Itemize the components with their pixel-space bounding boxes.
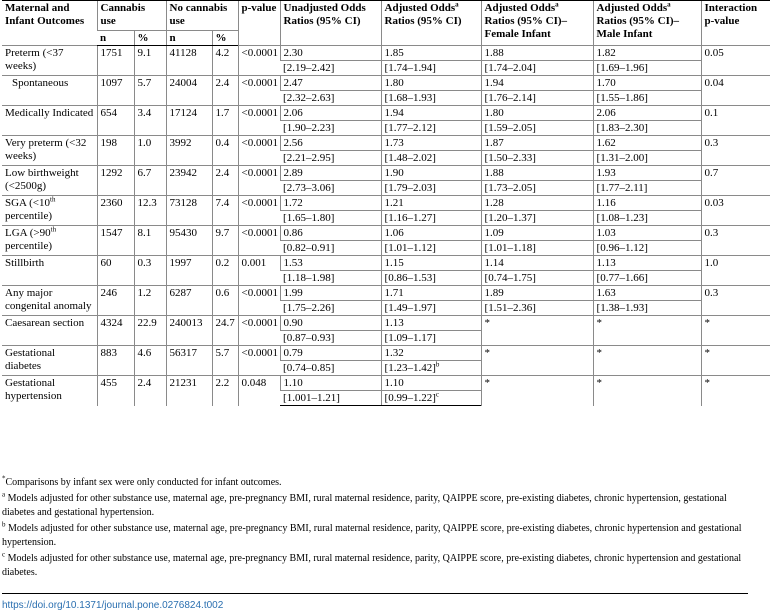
male-or: * bbox=[593, 316, 701, 346]
interaction-p-cell: 1.0 bbox=[701, 256, 770, 286]
cannabis-n-cell: 1292 bbox=[97, 166, 134, 196]
male-ci: [1.77–2.11] bbox=[593, 181, 701, 196]
unadjusted-ci: [1.18–1.98] bbox=[280, 271, 381, 286]
header-nocannabis-pct: % bbox=[212, 31, 238, 46]
adjusted-ci: [0.86–1.53] bbox=[381, 271, 481, 286]
female-or: 1.88 bbox=[481, 166, 593, 181]
header-female: Adjusted Odds$^a$ Ratios (95% CI)–Female Infant bbox=[481, 1, 593, 46]
adjusted-or: 1.90 bbox=[381, 166, 481, 181]
nocannabis-pct-cell: 5.7 bbox=[212, 346, 238, 376]
p-value-cell: 0.001 bbox=[238, 256, 280, 286]
adjusted-or: 1.13 bbox=[381, 316, 481, 331]
adjusted-ci: [1.68–1.93] bbox=[381, 91, 481, 106]
nocannabis-n-cell: 3992 bbox=[166, 136, 212, 166]
nocannabis-n-cell: 41128 bbox=[166, 46, 212, 76]
p-value-cell: <0.0001 bbox=[238, 136, 280, 166]
header-male: Adjusted Odds$^a$ Ratios (95% CI)–Male Infant bbox=[593, 1, 701, 46]
outcome-label: SGA (<10th percentile) bbox=[2, 196, 97, 226]
header-cannabis-n: n bbox=[97, 31, 134, 46]
nocannabis-pct-cell: 7.4 bbox=[212, 196, 238, 226]
outcome-label: Preterm (<37 weeks) bbox=[2, 46, 97, 76]
adjusted-or: 1.32 bbox=[381, 346, 481, 361]
interaction-p-cell: 0.3 bbox=[701, 286, 770, 316]
female-or: * bbox=[481, 376, 593, 406]
p-value-cell: <0.0001 bbox=[238, 46, 280, 76]
female-or: 1.87 bbox=[481, 136, 593, 151]
cannabis-pct-cell: 9.1 bbox=[134, 46, 166, 76]
outcome-label: Very preterm (<32 weeks) bbox=[2, 136, 97, 166]
interaction-p-cell: 0.1 bbox=[701, 106, 770, 136]
nocannabis-pct-cell: 0.2 bbox=[212, 256, 238, 286]
adjusted-or: 1.73 bbox=[381, 136, 481, 151]
male-ci: [1.69–1.96] bbox=[593, 61, 701, 76]
female-ci: [1.20–1.37] bbox=[481, 211, 593, 226]
header-row bbox=[2, 1, 770, 31]
adjusted-ci: [1.09–1.17] bbox=[381, 331, 481, 346]
nocannabis-pct-cell: 1.7 bbox=[212, 106, 238, 136]
unadjusted-ci: [1.65–1.80] bbox=[280, 211, 381, 226]
unadjusted-ci: [0.82–0.91] bbox=[280, 241, 381, 256]
interaction-p-cell: 0.3 bbox=[701, 226, 770, 256]
doi-divider bbox=[2, 593, 748, 594]
table-row bbox=[2, 166, 770, 181]
unadjusted-ci: [1.90–2.23] bbox=[280, 121, 381, 136]
p-value-cell: 0.048 bbox=[238, 376, 280, 406]
female-or: 1.80 bbox=[481, 106, 593, 121]
header-cannabis: Cannabis use bbox=[97, 1, 166, 31]
p-value-cell: <0.0001 bbox=[238, 106, 280, 136]
nocannabis-n-cell: 73128 bbox=[166, 196, 212, 226]
cannabis-n-cell: 4324 bbox=[97, 316, 134, 346]
nocannabis-n-cell: 17124 bbox=[166, 106, 212, 136]
male-or: 1.16 bbox=[593, 196, 701, 211]
unadjusted-ci: [1.001–1.21] bbox=[280, 391, 381, 406]
p-value-cell: <0.0001 bbox=[238, 166, 280, 196]
cannabis-n-cell: 1547 bbox=[97, 226, 134, 256]
header-interaction: Interaction p-value bbox=[701, 1, 770, 46]
interaction-p-cell: * bbox=[701, 346, 770, 376]
cannabis-pct-cell: 2.4 bbox=[134, 376, 166, 406]
table-row bbox=[2, 376, 770, 391]
adjusted-or: 1.80 bbox=[381, 76, 481, 91]
nocannabis-n-cell: 56317 bbox=[166, 346, 212, 376]
cannabis-pct-cell: 8.1 bbox=[134, 226, 166, 256]
outcomes-table bbox=[2, 0, 770, 406]
nocannabis-n-cell: 240013 bbox=[166, 316, 212, 346]
header-outcome: Maternal and Infant Outcomes bbox=[2, 1, 97, 46]
outcome-label: Any major congenital anomaly bbox=[2, 286, 97, 316]
interaction-p-cell: 0.03 bbox=[701, 196, 770, 226]
nocannabis-pct-cell: 0.4 bbox=[212, 136, 238, 166]
adjusted-or: 1.15 bbox=[381, 256, 481, 271]
interaction-p-cell: * bbox=[701, 316, 770, 346]
male-or: * bbox=[593, 346, 701, 376]
unadjusted-or: 2.89 bbox=[280, 166, 381, 181]
table-row bbox=[2, 136, 770, 151]
male-ci: [0.96–1.12] bbox=[593, 241, 701, 256]
adjusted-or: 1.21 bbox=[381, 196, 481, 211]
male-ci: [0.77–1.66] bbox=[593, 271, 701, 286]
table-row bbox=[2, 226, 770, 241]
cannabis-n-cell: 1751 bbox=[97, 46, 134, 76]
table-row bbox=[2, 316, 770, 331]
interaction-p-cell: 0.04 bbox=[701, 76, 770, 106]
unadjusted-ci: [0.87–0.93] bbox=[280, 331, 381, 346]
nocannabis-n-cell: 21231 bbox=[166, 376, 212, 406]
outcome-label: Low birthweight (<2500g) bbox=[2, 166, 97, 196]
header-pvalue: p-value bbox=[238, 1, 280, 46]
female-ci: [1.73–2.05] bbox=[481, 181, 593, 196]
nocannabis-n-cell: 24004 bbox=[166, 76, 212, 106]
table-row bbox=[2, 286, 770, 301]
cannabis-pct-cell: 1.2 bbox=[134, 286, 166, 316]
male-ci: [1.83–2.30] bbox=[593, 121, 701, 136]
female-ci: [1.50–2.33] bbox=[481, 151, 593, 166]
female-ci: [1.01–1.18] bbox=[481, 241, 593, 256]
header-cannabis-pct: % bbox=[134, 31, 166, 46]
header-adjusted: Adjusted Odds$^a$ Ratios (95% CI) bbox=[381, 1, 481, 46]
adjusted-ci: [1.48–2.02] bbox=[381, 151, 481, 166]
adjusted-or: 1.71 bbox=[381, 286, 481, 301]
nocannabis-pct-cell: 2.4 bbox=[212, 76, 238, 106]
adjusted-or: 1.10 bbox=[381, 376, 481, 391]
nocannabis-n-cell: 1997 bbox=[166, 256, 212, 286]
adjusted-ci: [1.49–1.97] bbox=[381, 301, 481, 316]
male-or: 1.70 bbox=[593, 76, 701, 91]
interaction-p-cell: 0.05 bbox=[701, 46, 770, 76]
header-nocannabis-n: n bbox=[166, 31, 212, 46]
female-ci: [1.74–2.04] bbox=[481, 61, 593, 76]
unadjusted-or: 1.10 bbox=[280, 376, 381, 391]
cannabis-pct-cell: 4.6 bbox=[134, 346, 166, 376]
p-value-cell: <0.0001 bbox=[238, 286, 280, 316]
adjusted-ci: [1.01–1.12] bbox=[381, 241, 481, 256]
unadjusted-or: 2.30 bbox=[280, 46, 381, 61]
adjusted-or: 1.94 bbox=[381, 106, 481, 121]
table-row bbox=[2, 76, 770, 91]
outcome-label: Stillbirth bbox=[2, 256, 97, 286]
nocannabis-pct-cell: 24.7 bbox=[212, 316, 238, 346]
header-no-cannabis: No cannabis use bbox=[166, 1, 238, 31]
table-row bbox=[2, 46, 770, 61]
outcome-label: Gestational diabetes bbox=[2, 346, 97, 376]
cannabis-n-cell: 1097 bbox=[97, 76, 134, 106]
p-value-cell: <0.0001 bbox=[238, 76, 280, 106]
unadjusted-or: 0.86 bbox=[280, 226, 381, 241]
cannabis-n-cell: 883 bbox=[97, 346, 134, 376]
p-value-cell: <0.0001 bbox=[238, 316, 280, 346]
unadjusted-or: 0.90 bbox=[280, 316, 381, 331]
adjusted-ci: [1.74–1.94] bbox=[381, 61, 481, 76]
table-body bbox=[2, 46, 770, 406]
male-ci: [1.38–1.93] bbox=[593, 301, 701, 316]
footnote: *Comparisons by infant sex were only conducted for infant outcomes. bbox=[2, 474, 282, 488]
adjusted-ci: $[0.99-1.22]^c$ bbox=[381, 391, 481, 406]
table-row bbox=[2, 346, 770, 361]
cannabis-n-cell: 246 bbox=[97, 286, 134, 316]
female-or: 1.94 bbox=[481, 76, 593, 91]
interaction-p-cell: 0.3 bbox=[701, 136, 770, 166]
unadjusted-or: 1.99 bbox=[280, 286, 381, 301]
cannabis-pct-cell: 6.7 bbox=[134, 166, 166, 196]
male-or: 1.62 bbox=[593, 136, 701, 151]
table-row bbox=[2, 106, 770, 121]
unadjusted-ci: [2.21–2.95] bbox=[280, 151, 381, 166]
male-or: 1.13 bbox=[593, 256, 701, 271]
p-value-cell: <0.0001 bbox=[238, 346, 280, 376]
header-unadjusted: Unadjusted Odds Ratios (95% CI) bbox=[280, 1, 381, 46]
nocannabis-pct-cell: 2.4 bbox=[212, 166, 238, 196]
female-ci: [1.76–2.14] bbox=[481, 91, 593, 106]
female-or: 1.14 bbox=[481, 256, 593, 271]
adjusted-or: 1.85 bbox=[381, 46, 481, 61]
cannabis-pct-cell: 22.9 bbox=[134, 316, 166, 346]
cannabis-pct-cell: 5.7 bbox=[134, 76, 166, 106]
female-ci: [1.59–2.05] bbox=[481, 121, 593, 136]
outcome-label: Medically Indicated bbox=[2, 106, 97, 136]
unadjusted-ci: [1.75–2.26] bbox=[280, 301, 381, 316]
male-or: 2.06 bbox=[593, 106, 701, 121]
female-or: * bbox=[481, 316, 593, 346]
male-or: 1.03 bbox=[593, 226, 701, 241]
nocannabis-n-cell: 95430 bbox=[166, 226, 212, 256]
nocannabis-n-cell: 23942 bbox=[166, 166, 212, 196]
interaction-p-cell: * bbox=[701, 376, 770, 406]
footnote: $^c$ Models adjusted for other substance use, maternal age, pre-pregnancy BMI, rural maternal residence, parity, QAIPPE score, pre-existing diabetes, chronic hypertension and gestational diabetes. bbox=[2, 550, 742, 578]
male-ci: [1.31–2.00] bbox=[593, 151, 701, 166]
unadjusted-ci: [2.73–3.06] bbox=[280, 181, 381, 196]
unadjusted-ci: [2.19–2.42] bbox=[280, 61, 381, 76]
female-or: 1.28 bbox=[481, 196, 593, 211]
male-ci: [1.55–1.86] bbox=[593, 91, 701, 106]
cannabis-n-cell: 60 bbox=[97, 256, 134, 286]
male-or: 1.82 bbox=[593, 46, 701, 61]
outcome-label: Caesarean section bbox=[2, 316, 97, 346]
male-or: 1.93 bbox=[593, 166, 701, 181]
female-ci: [1.51–2.36] bbox=[481, 301, 593, 316]
adjusted-ci: [1.16–1.27] bbox=[381, 211, 481, 226]
male-or: 1.63 bbox=[593, 286, 701, 301]
cannabis-pct-cell: 0.3 bbox=[134, 256, 166, 286]
doi-link[interactable]: https://doi.org/10.1371/journal.pone.0276824.t002 bbox=[2, 600, 224, 611]
table-row bbox=[2, 256, 770, 271]
nocannabis-pct-cell: 2.2 bbox=[212, 376, 238, 406]
female-or: 1.88 bbox=[481, 46, 593, 61]
cannabis-pct-cell: 1.0 bbox=[134, 136, 166, 166]
female-or: 1.89 bbox=[481, 286, 593, 301]
cannabis-pct-cell: 3.4 bbox=[134, 106, 166, 136]
cannabis-n-cell: 455 bbox=[97, 376, 134, 406]
nocannabis-pct-cell: 0.6 bbox=[212, 286, 238, 316]
female-ci: [0.74–1.75] bbox=[481, 271, 593, 286]
p-value-cell: <0.0001 bbox=[238, 226, 280, 256]
interaction-p-cell: 0.7 bbox=[701, 166, 770, 196]
adjusted-or: 1.06 bbox=[381, 226, 481, 241]
nocannabis-n-cell: 6287 bbox=[166, 286, 212, 316]
table-footnotes bbox=[2, 476, 748, 582]
adjusted-ci: $[1.23-1.42]^b$ bbox=[381, 361, 481, 376]
unadjusted-ci: [2.32–2.63] bbox=[280, 91, 381, 106]
adjusted-ci: [1.77–2.12] bbox=[381, 121, 481, 136]
female-or: 1.09 bbox=[481, 226, 593, 241]
male-ci: [1.08–1.23] bbox=[593, 211, 701, 226]
female-or: * bbox=[481, 346, 593, 376]
nocannabis-pct-cell: 4.2 bbox=[212, 46, 238, 76]
adjusted-ci: [1.79–2.03] bbox=[381, 181, 481, 196]
p-value-cell: <0.0001 bbox=[238, 196, 280, 226]
unadjusted-or: 2.47 bbox=[280, 76, 381, 91]
unadjusted-ci: [0.74–0.85] bbox=[280, 361, 381, 376]
unadjusted-or: 2.06 bbox=[280, 106, 381, 121]
cannabis-n-cell: 198 bbox=[97, 136, 134, 166]
table-row bbox=[2, 196, 770, 211]
unadjusted-or: 0.79 bbox=[280, 346, 381, 361]
cannabis-n-cell: 2360 bbox=[97, 196, 134, 226]
unadjusted-or: 1.72 bbox=[280, 196, 381, 211]
outcome-label: LGA (>90th percentile) bbox=[2, 226, 97, 256]
cannabis-pct-cell: 12.3 bbox=[134, 196, 166, 226]
footnote: $^b$ Models adjusted for other substance use, maternal age, pre-pregnancy BMI, rural maternal residence, parity, QAIPPE score, pre-existing diabetes, chronic hypertension and gestational hypertension. bbox=[2, 520, 742, 548]
nocannabis-pct-cell: 9.7 bbox=[212, 226, 238, 256]
footnote: $^a$ Models adjusted for other substance use, maternal age, pre-pregnancy BMI, rural maternal residence, parity, QAIPPE score, pre-existing diabetes, chronic hypertension, gestational diabetes and gestational hypertension. bbox=[2, 490, 727, 518]
male-or: * bbox=[593, 376, 701, 406]
unadjusted-or: 1.53 bbox=[280, 256, 381, 271]
cannabis-n-cell: 654 bbox=[97, 106, 134, 136]
outcome-label: Spontaneous bbox=[2, 76, 97, 106]
outcome-label: Gestational hypertension bbox=[2, 376, 97, 406]
unadjusted-or: 2.56 bbox=[280, 136, 381, 151]
